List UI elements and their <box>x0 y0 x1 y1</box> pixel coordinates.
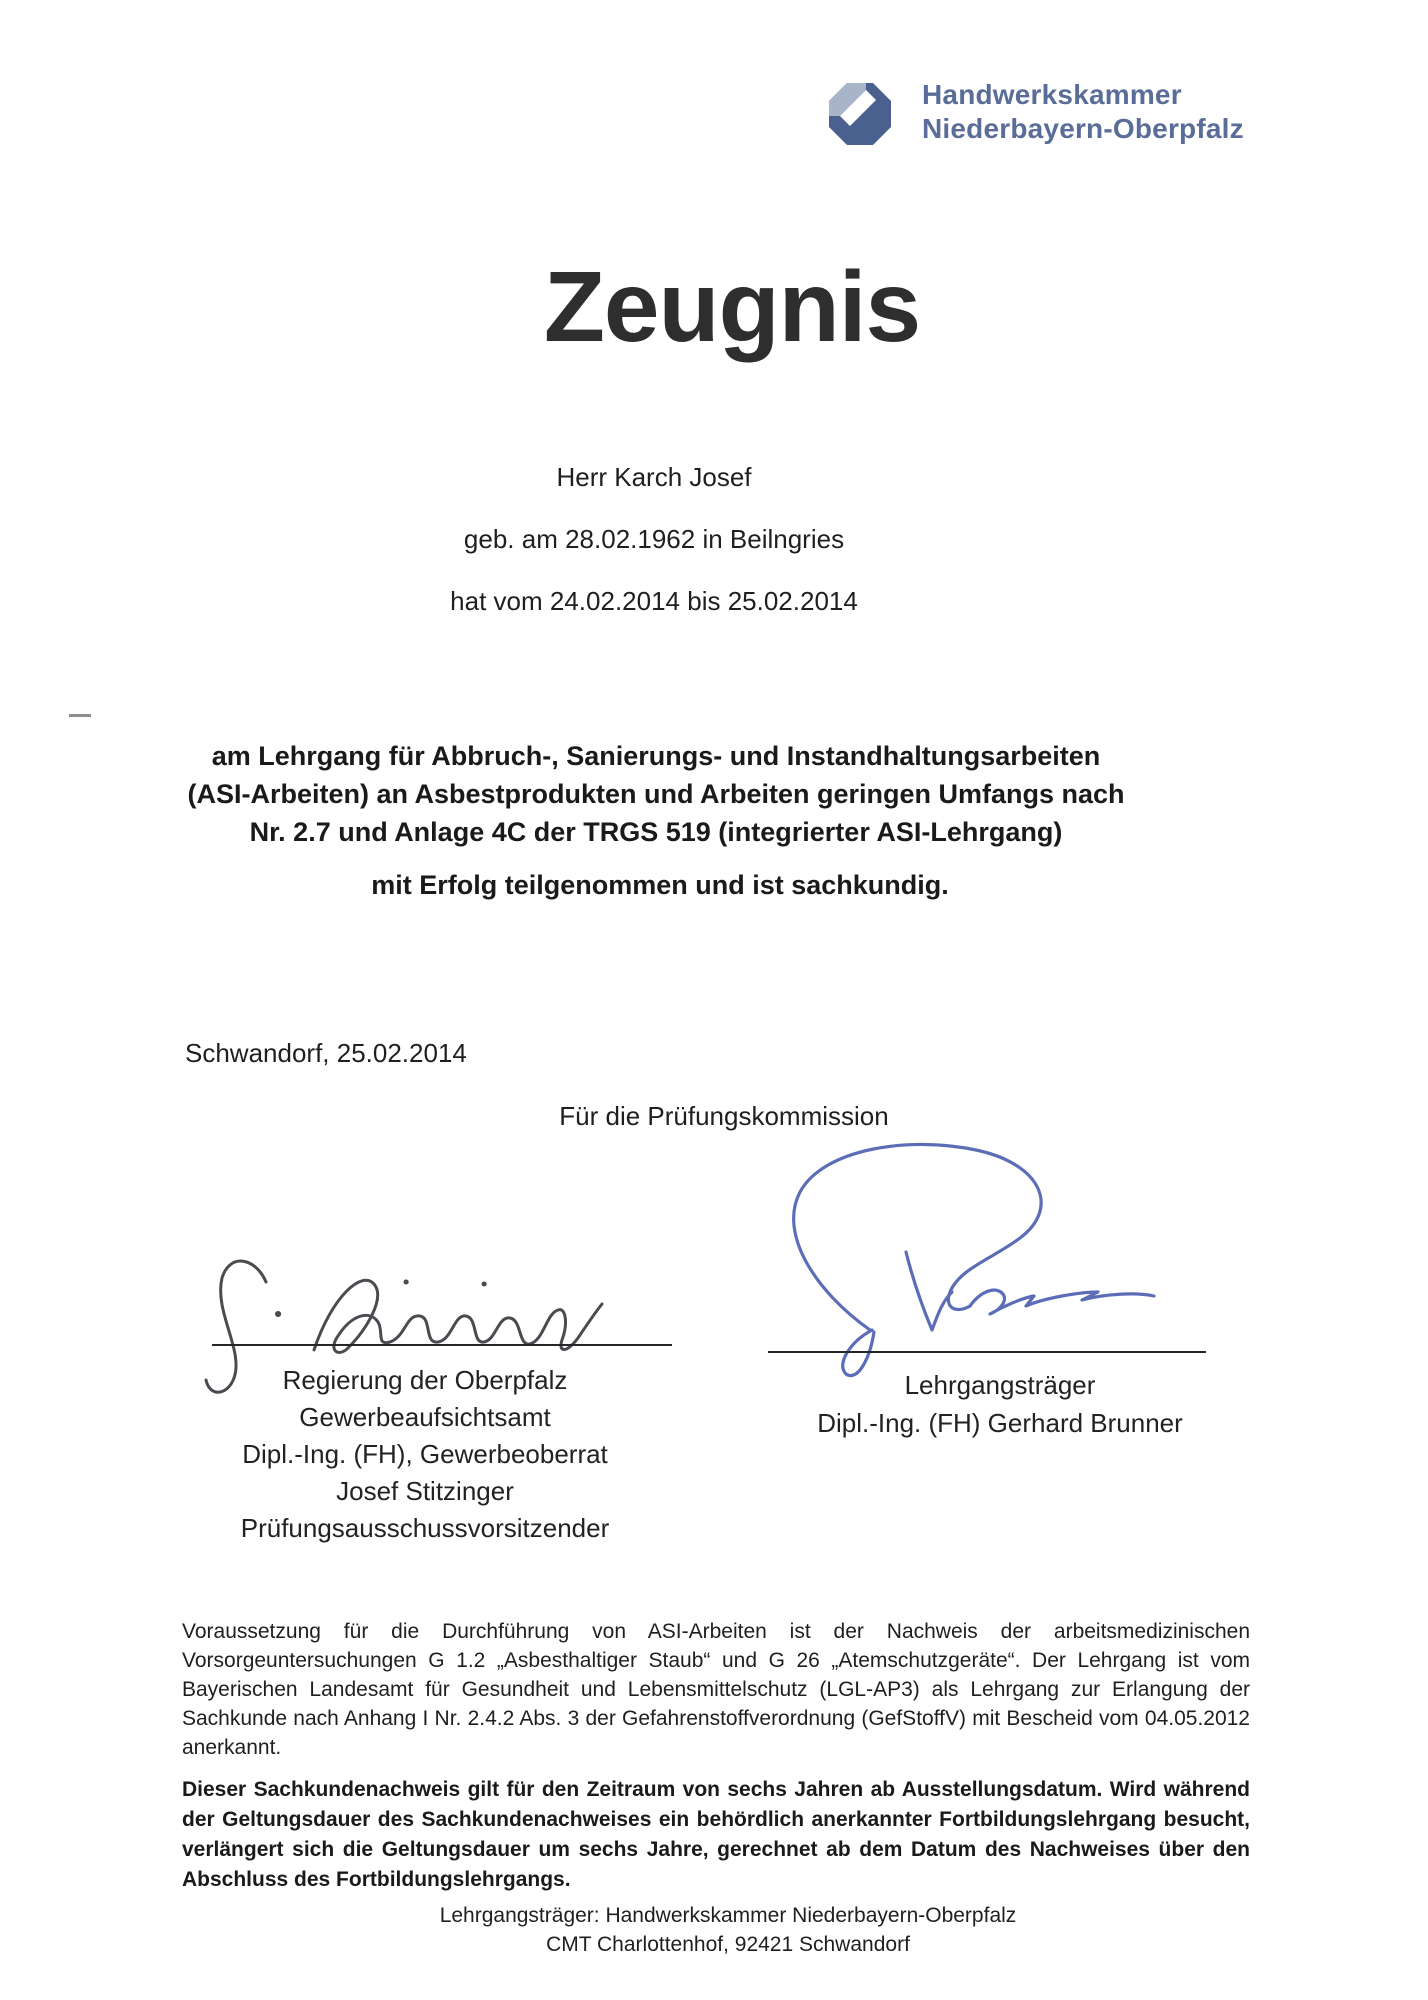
logo <box>828 78 1244 146</box>
commission-label: Für die Prüfungskommission <box>559 1101 889 1131</box>
left-signatory-role: Prüfungsausschussvorsitzender <box>240 1513 610 1543</box>
left-signatory-name: Josef Stitzinger <box>336 1476 514 1506</box>
course-description <box>0 737 1312 851</box>
scan-artifact-dash <box>69 714 91 717</box>
course-line2: (ASI-Arbeiten) an Asbestprodukten und Arbeiten geringen Umfangs nach <box>187 779 1125 809</box>
recipient-name: Herr Karch Josef <box>556 462 752 492</box>
left-signature-line <box>212 1344 672 1346</box>
right-signatory-name: Dipl.-Ing. (FH) Gerhard Brunner <box>817 1408 1183 1438</box>
recipient-birth: geb. am 28.02.1962 in Beilngries <box>463 524 845 554</box>
right-signatory-role: Lehrgangsträger <box>904 1370 1096 1400</box>
right-signature-line <box>768 1351 1206 1353</box>
footer <box>28 1901 1428 1959</box>
course-result: mit Erfolg teilgenommen und ist sachkundig. <box>371 870 949 900</box>
place-date: Schwandorf, 25.02.2014 <box>185 1038 467 1068</box>
left-signatory-org: Regierung der Oberpfalz <box>282 1365 568 1395</box>
course-period: hat vom 24.02.2014 bis 25.02.2014 <box>450 586 858 616</box>
handwerkskammer-octagon-icon <box>828 82 892 146</box>
logo-org-line2: Niederbayern-Oberpfalz <box>922 113 1244 144</box>
footer-provider-line: Lehrgangsträger: Handwerkskammer Niederbayern-Oberpfalz <box>439 1904 1017 1927</box>
legal-paragraph-validity: Dieser Sachkundenachweis gilt für den Zeitraum von sechs Jahren ab Ausstellungsdatum. Wird während der Geltungsdauer des Sachkundenachweises ein behördlich anerkannter Fortbildungslehrgang besucht, verlängert sich die Geltungsdauer um sechs Jahre, gerechnet ab dem Datum des Nachweises über den Abschluss des Fortbildungslehrgangs. <box>182 1778 1250 1891</box>
legal-paragraph-prerequisites: Voraussetzung für die Durchführung von ASI-Arbeiten ist der Nachweis der arbeitsmedizinischen Vorsorgeuntersuchungen G 1.2 „Asbesthaltiger Staub“ und G 26 „Atemschutzgeräte“. Der Lehrgang ist vom Bayerischen Landesamt für Gesundheit und Lebensmittelschutz (LGL-AP3) als Lehrgang zur Erlangung der Sachkunde nach Anhang I Nr. 2.4.2 Abs. 3 der Gefahrenstoffverordnung (GefStoffV) mit Bescheid vom 04.05.2012 anerkannt. <box>182 1620 1250 1759</box>
footer-address-line: CMT Charlottenhof, 92421 Schwandorf <box>546 1933 910 1956</box>
right-signature-block <box>775 1366 1225 1442</box>
document-title: Zeugnis <box>543 251 921 363</box>
left-signatory-office: Gewerbeaufsichtsamt <box>299 1402 551 1432</box>
course-line1: am Lehrgang für Abbruch-, Sanierungs- und Instandhaltungsarbeiten <box>211 741 1101 771</box>
left-signatory-title: Dipl.-Ing. (FH), Gewerbeoberrat <box>242 1439 608 1469</box>
course-line3: Nr. 2.7 und Anlage 4C der TRGS 519 (integrierter ASI-Lehrgang) <box>249 817 1063 847</box>
left-signature-block <box>170 1362 680 1547</box>
logo-org-line1: Handwerkskammer <box>922 79 1182 110</box>
